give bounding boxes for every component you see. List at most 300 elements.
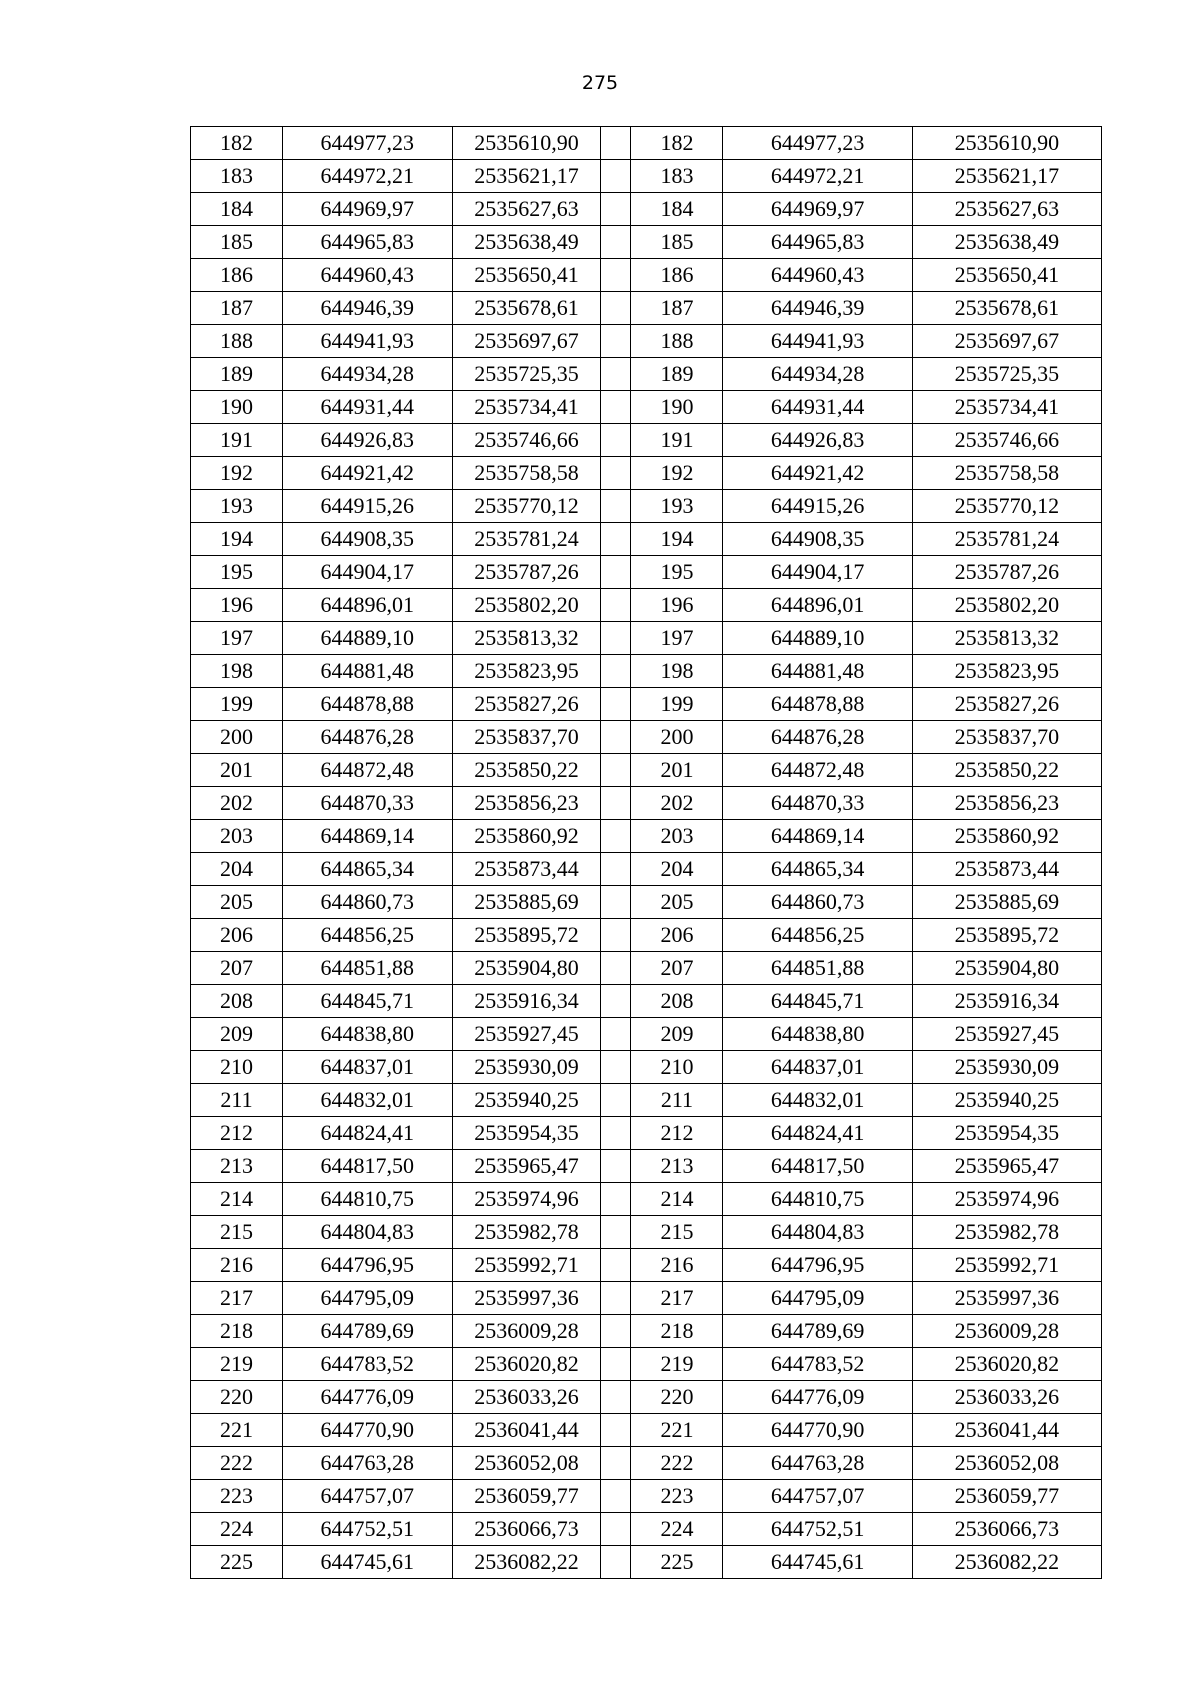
left-point-number-cell: 190 xyxy=(191,391,283,424)
right-x-coordinate-cell: 644817,50 xyxy=(723,1150,912,1183)
left-point-number-cell: 218 xyxy=(191,1315,283,1348)
table-row xyxy=(191,787,1102,820)
left-y-coordinate-cell: 2535758,58 xyxy=(452,457,601,490)
right-y-coordinate-cell: 2535697,67 xyxy=(912,325,1101,358)
table-row xyxy=(191,853,1102,886)
left-y-coordinate-cell: 2535837,70 xyxy=(452,721,601,754)
table-row xyxy=(191,985,1102,1018)
spacer-cell xyxy=(601,1249,631,1282)
left-point-number-cell: 203 xyxy=(191,820,283,853)
left-point-number-cell: 197 xyxy=(191,622,283,655)
left-x-coordinate-cell: 644941,93 xyxy=(283,325,453,358)
right-point-number-cell: 210 xyxy=(631,1051,723,1084)
left-y-coordinate-cell: 2535992,71 xyxy=(452,1249,601,1282)
left-point-number-cell: 217 xyxy=(191,1282,283,1315)
spacer-cell xyxy=(601,1414,631,1447)
left-point-number-cell: 223 xyxy=(191,1480,283,1513)
left-x-coordinate-cell: 644896,01 xyxy=(283,589,453,622)
spacer-cell xyxy=(601,292,631,325)
left-x-coordinate-cell: 644783,52 xyxy=(283,1348,453,1381)
right-point-number-cell: 187 xyxy=(631,292,723,325)
right-y-coordinate-cell: 2535725,35 xyxy=(912,358,1101,391)
right-point-number-cell: 214 xyxy=(631,1183,723,1216)
left-x-coordinate-cell: 644904,17 xyxy=(283,556,453,589)
spacer-cell xyxy=(601,259,631,292)
right-y-coordinate-cell: 2535621,17 xyxy=(912,160,1101,193)
left-point-number-cell: 221 xyxy=(191,1414,283,1447)
table-row xyxy=(191,1018,1102,1051)
spacer-cell xyxy=(601,1216,631,1249)
left-point-number-cell: 188 xyxy=(191,325,283,358)
left-x-coordinate-cell: 644757,07 xyxy=(283,1480,453,1513)
left-y-coordinate-cell: 2536033,26 xyxy=(452,1381,601,1414)
left-point-number-cell: 185 xyxy=(191,226,283,259)
left-x-coordinate-cell: 644763,28 xyxy=(283,1447,453,1480)
right-x-coordinate-cell: 644878,88 xyxy=(723,688,912,721)
left-x-coordinate-cell: 644876,28 xyxy=(283,721,453,754)
left-x-coordinate-cell: 644931,44 xyxy=(283,391,453,424)
right-y-coordinate-cell: 2535927,45 xyxy=(912,1018,1101,1051)
right-x-coordinate-cell: 644872,48 xyxy=(723,754,912,787)
spacer-cell xyxy=(601,787,631,820)
left-point-number-cell: 200 xyxy=(191,721,283,754)
table-row xyxy=(191,226,1102,259)
spacer-cell xyxy=(601,1546,631,1579)
spacer-cell xyxy=(601,1315,631,1348)
right-x-coordinate-cell: 644865,34 xyxy=(723,853,912,886)
spacer-cell xyxy=(601,1183,631,1216)
spacer-cell xyxy=(601,1513,631,1546)
left-point-number-cell: 184 xyxy=(191,193,283,226)
right-x-coordinate-cell: 644789,69 xyxy=(723,1315,912,1348)
right-x-coordinate-cell: 644870,33 xyxy=(723,787,912,820)
left-x-coordinate-cell: 644770,90 xyxy=(283,1414,453,1447)
right-x-coordinate-cell: 644770,90 xyxy=(723,1414,912,1447)
left-x-coordinate-cell: 644860,73 xyxy=(283,886,453,919)
left-y-coordinate-cell: 2536082,22 xyxy=(452,1546,601,1579)
table-row xyxy=(191,622,1102,655)
spacer-cell xyxy=(601,820,631,853)
left-y-coordinate-cell: 2535770,12 xyxy=(452,490,601,523)
right-point-number-cell: 188 xyxy=(631,325,723,358)
left-x-coordinate-cell: 644789,69 xyxy=(283,1315,453,1348)
spacer-cell xyxy=(601,193,631,226)
left-point-number-cell: 187 xyxy=(191,292,283,325)
left-point-number-cell: 189 xyxy=(191,358,283,391)
left-x-coordinate-cell: 644810,75 xyxy=(283,1183,453,1216)
left-y-coordinate-cell: 2535746,66 xyxy=(452,424,601,457)
right-y-coordinate-cell: 2535627,63 xyxy=(912,193,1101,226)
left-x-coordinate-cell: 644870,33 xyxy=(283,787,453,820)
right-x-coordinate-cell: 644977,23 xyxy=(723,127,912,160)
right-point-number-cell: 207 xyxy=(631,952,723,985)
right-y-coordinate-cell: 2535787,26 xyxy=(912,556,1101,589)
right-x-coordinate-cell: 644969,97 xyxy=(723,193,912,226)
table-row xyxy=(191,1117,1102,1150)
right-point-number-cell: 191 xyxy=(631,424,723,457)
table-row xyxy=(191,589,1102,622)
left-x-coordinate-cell: 644908,35 xyxy=(283,523,453,556)
left-x-coordinate-cell: 644776,09 xyxy=(283,1381,453,1414)
left-point-number-cell: 201 xyxy=(191,754,283,787)
right-x-coordinate-cell: 644757,07 xyxy=(723,1480,912,1513)
right-x-coordinate-cell: 644845,71 xyxy=(723,985,912,1018)
right-point-number-cell: 203 xyxy=(631,820,723,853)
table-row xyxy=(191,1315,1102,1348)
right-y-coordinate-cell: 2535678,61 xyxy=(912,292,1101,325)
right-y-coordinate-cell: 2535982,78 xyxy=(912,1216,1101,1249)
left-x-coordinate-cell: 644977,23 xyxy=(283,127,453,160)
left-point-number-cell: 214 xyxy=(191,1183,283,1216)
right-point-number-cell: 185 xyxy=(631,226,723,259)
right-point-number-cell: 195 xyxy=(631,556,723,589)
right-point-number-cell: 211 xyxy=(631,1084,723,1117)
spacer-cell xyxy=(601,886,631,919)
left-x-coordinate-cell: 644960,43 xyxy=(283,259,453,292)
left-point-number-cell: 212 xyxy=(191,1117,283,1150)
right-point-number-cell: 194 xyxy=(631,523,723,556)
table-row xyxy=(191,1546,1102,1579)
right-y-coordinate-cell: 2535827,26 xyxy=(912,688,1101,721)
right-point-number-cell: 200 xyxy=(631,721,723,754)
left-y-coordinate-cell: 2535697,67 xyxy=(452,325,601,358)
left-y-coordinate-cell: 2535904,80 xyxy=(452,952,601,985)
left-y-coordinate-cell: 2535802,20 xyxy=(452,589,601,622)
left-y-coordinate-cell: 2535873,44 xyxy=(452,853,601,886)
left-y-coordinate-cell: 2535997,36 xyxy=(452,1282,601,1315)
right-x-coordinate-cell: 644851,88 xyxy=(723,952,912,985)
right-y-coordinate-cell: 2535856,23 xyxy=(912,787,1101,820)
spacer-cell xyxy=(601,457,631,490)
right-x-coordinate-cell: 644860,73 xyxy=(723,886,912,919)
left-y-coordinate-cell: 2535885,69 xyxy=(452,886,601,919)
left-y-coordinate-cell: 2535895,72 xyxy=(452,919,601,952)
table-row xyxy=(191,1348,1102,1381)
table-row xyxy=(191,424,1102,457)
spacer-cell xyxy=(601,655,631,688)
table-row xyxy=(191,1480,1102,1513)
spacer-cell xyxy=(601,919,631,952)
right-y-coordinate-cell: 2535992,71 xyxy=(912,1249,1101,1282)
left-x-coordinate-cell: 644869,14 xyxy=(283,820,453,853)
right-point-number-cell: 182 xyxy=(631,127,723,160)
right-point-number-cell: 220 xyxy=(631,1381,723,1414)
right-point-number-cell: 201 xyxy=(631,754,723,787)
right-x-coordinate-cell: 644931,44 xyxy=(723,391,912,424)
right-y-coordinate-cell: 2535758,58 xyxy=(912,457,1101,490)
left-x-coordinate-cell: 644865,34 xyxy=(283,853,453,886)
table-row xyxy=(191,1513,1102,1546)
left-y-coordinate-cell: 2535916,34 xyxy=(452,985,601,1018)
spacer-cell xyxy=(601,325,631,358)
left-y-coordinate-cell: 2536009,28 xyxy=(452,1315,601,1348)
left-point-number-cell: 208 xyxy=(191,985,283,1018)
left-x-coordinate-cell: 644845,71 xyxy=(283,985,453,1018)
left-point-number-cell: 222 xyxy=(191,1447,283,1480)
right-point-number-cell: 219 xyxy=(631,1348,723,1381)
left-y-coordinate-cell: 2535954,35 xyxy=(452,1117,601,1150)
table-row xyxy=(191,1150,1102,1183)
left-x-coordinate-cell: 644837,01 xyxy=(283,1051,453,1084)
spacer-cell xyxy=(601,1480,631,1513)
right-x-coordinate-cell: 644856,25 xyxy=(723,919,912,952)
left-y-coordinate-cell: 2535627,63 xyxy=(452,193,601,226)
left-x-coordinate-cell: 644881,48 xyxy=(283,655,453,688)
left-y-coordinate-cell: 2535638,49 xyxy=(452,226,601,259)
left-y-coordinate-cell: 2536020,82 xyxy=(452,1348,601,1381)
left-y-coordinate-cell: 2535827,26 xyxy=(452,688,601,721)
spacer-cell xyxy=(601,1282,631,1315)
right-x-coordinate-cell: 644763,28 xyxy=(723,1447,912,1480)
right-y-coordinate-cell: 2536082,22 xyxy=(912,1546,1101,1579)
right-x-coordinate-cell: 644824,41 xyxy=(723,1117,912,1150)
left-y-coordinate-cell: 2535610,90 xyxy=(452,127,601,160)
right-x-coordinate-cell: 644934,28 xyxy=(723,358,912,391)
right-point-number-cell: 183 xyxy=(631,160,723,193)
left-y-coordinate-cell: 2535850,22 xyxy=(452,754,601,787)
spacer-cell xyxy=(601,127,631,160)
left-point-number-cell: 224 xyxy=(191,1513,283,1546)
right-y-coordinate-cell: 2536052,08 xyxy=(912,1447,1101,1480)
table-row xyxy=(191,1282,1102,1315)
table-row xyxy=(191,1084,1102,1117)
left-y-coordinate-cell: 2536066,73 xyxy=(452,1513,601,1546)
right-y-coordinate-cell: 2535813,32 xyxy=(912,622,1101,655)
right-x-coordinate-cell: 644908,35 xyxy=(723,523,912,556)
left-point-number-cell: 213 xyxy=(191,1150,283,1183)
spacer-cell xyxy=(601,721,631,754)
left-point-number-cell: 182 xyxy=(191,127,283,160)
right-y-coordinate-cell: 2535954,35 xyxy=(912,1117,1101,1150)
left-x-coordinate-cell: 644969,97 xyxy=(283,193,453,226)
table-row xyxy=(191,127,1102,160)
right-x-coordinate-cell: 644776,09 xyxy=(723,1381,912,1414)
right-point-number-cell: 209 xyxy=(631,1018,723,1051)
left-x-coordinate-cell: 644915,26 xyxy=(283,490,453,523)
spacer-cell xyxy=(601,754,631,787)
left-x-coordinate-cell: 644934,28 xyxy=(283,358,453,391)
left-point-number-cell: 202 xyxy=(191,787,283,820)
left-x-coordinate-cell: 644752,51 xyxy=(283,1513,453,1546)
right-point-number-cell: 212 xyxy=(631,1117,723,1150)
right-point-number-cell: 225 xyxy=(631,1546,723,1579)
left-point-number-cell: 219 xyxy=(191,1348,283,1381)
left-point-number-cell: 194 xyxy=(191,523,283,556)
table-row xyxy=(191,1216,1102,1249)
left-y-coordinate-cell: 2535940,25 xyxy=(452,1084,601,1117)
left-y-coordinate-cell: 2535860,92 xyxy=(452,820,601,853)
right-point-number-cell: 196 xyxy=(631,589,723,622)
left-y-coordinate-cell: 2535930,09 xyxy=(452,1051,601,1084)
left-x-coordinate-cell: 644817,50 xyxy=(283,1150,453,1183)
right-x-coordinate-cell: 644783,52 xyxy=(723,1348,912,1381)
right-y-coordinate-cell: 2535930,09 xyxy=(912,1051,1101,1084)
right-y-coordinate-cell: 2535610,90 xyxy=(912,127,1101,160)
right-x-coordinate-cell: 644881,48 xyxy=(723,655,912,688)
right-point-number-cell: 213 xyxy=(631,1150,723,1183)
right-y-coordinate-cell: 2535823,95 xyxy=(912,655,1101,688)
right-x-coordinate-cell: 644876,28 xyxy=(723,721,912,754)
left-y-coordinate-cell: 2535650,41 xyxy=(452,259,601,292)
right-y-coordinate-cell: 2536033,26 xyxy=(912,1381,1101,1414)
right-point-number-cell: 224 xyxy=(631,1513,723,1546)
right-y-coordinate-cell: 2535850,22 xyxy=(912,754,1101,787)
left-x-coordinate-cell: 644832,01 xyxy=(283,1084,453,1117)
spacer-cell xyxy=(601,160,631,193)
table-row xyxy=(191,259,1102,292)
right-x-coordinate-cell: 644960,43 xyxy=(723,259,912,292)
right-x-coordinate-cell: 644965,83 xyxy=(723,226,912,259)
right-x-coordinate-cell: 644832,01 xyxy=(723,1084,912,1117)
left-point-number-cell: 204 xyxy=(191,853,283,886)
right-x-coordinate-cell: 644926,83 xyxy=(723,424,912,457)
right-x-coordinate-cell: 644946,39 xyxy=(723,292,912,325)
spacer-cell xyxy=(601,358,631,391)
right-point-number-cell: 199 xyxy=(631,688,723,721)
right-point-number-cell: 197 xyxy=(631,622,723,655)
right-x-coordinate-cell: 644904,17 xyxy=(723,556,912,589)
left-x-coordinate-cell: 644824,41 xyxy=(283,1117,453,1150)
left-point-number-cell: 199 xyxy=(191,688,283,721)
right-y-coordinate-cell: 2535781,24 xyxy=(912,523,1101,556)
spacer-cell xyxy=(601,490,631,523)
right-point-number-cell: 193 xyxy=(631,490,723,523)
right-point-number-cell: 192 xyxy=(631,457,723,490)
left-y-coordinate-cell: 2535781,24 xyxy=(452,523,601,556)
right-x-coordinate-cell: 644972,21 xyxy=(723,160,912,193)
right-x-coordinate-cell: 644810,75 xyxy=(723,1183,912,1216)
left-x-coordinate-cell: 644796,95 xyxy=(283,1249,453,1282)
right-point-number-cell: 208 xyxy=(631,985,723,1018)
spacer-cell xyxy=(601,556,631,589)
table-row xyxy=(191,886,1102,919)
left-x-coordinate-cell: 644851,88 xyxy=(283,952,453,985)
right-x-coordinate-cell: 644896,01 xyxy=(723,589,912,622)
spacer-cell xyxy=(601,1084,631,1117)
table-row xyxy=(191,1051,1102,1084)
right-point-number-cell: 205 xyxy=(631,886,723,919)
right-point-number-cell: 215 xyxy=(631,1216,723,1249)
table-row xyxy=(191,688,1102,721)
spacer-cell xyxy=(601,226,631,259)
left-point-number-cell: 225 xyxy=(191,1546,283,1579)
table-row xyxy=(191,820,1102,853)
right-x-coordinate-cell: 644837,01 xyxy=(723,1051,912,1084)
left-x-coordinate-cell: 644965,83 xyxy=(283,226,453,259)
spacer-cell xyxy=(601,589,631,622)
right-x-coordinate-cell: 644869,14 xyxy=(723,820,912,853)
right-point-number-cell: 223 xyxy=(631,1480,723,1513)
right-point-number-cell: 221 xyxy=(631,1414,723,1447)
left-point-number-cell: 191 xyxy=(191,424,283,457)
right-y-coordinate-cell: 2535965,47 xyxy=(912,1150,1101,1183)
right-point-number-cell: 206 xyxy=(631,919,723,952)
right-point-number-cell: 190 xyxy=(631,391,723,424)
spacer-cell xyxy=(601,424,631,457)
table-row xyxy=(191,160,1102,193)
left-x-coordinate-cell: 644795,09 xyxy=(283,1282,453,1315)
right-x-coordinate-cell: 644941,93 xyxy=(723,325,912,358)
left-point-number-cell: 196 xyxy=(191,589,283,622)
left-point-number-cell: 206 xyxy=(191,919,283,952)
right-x-coordinate-cell: 644838,80 xyxy=(723,1018,912,1051)
spacer-cell xyxy=(601,523,631,556)
right-y-coordinate-cell: 2535837,70 xyxy=(912,721,1101,754)
left-y-coordinate-cell: 2535621,17 xyxy=(452,160,601,193)
table-row xyxy=(191,919,1102,952)
spacer-cell xyxy=(601,1381,631,1414)
right-x-coordinate-cell: 644752,51 xyxy=(723,1513,912,1546)
table-row xyxy=(191,193,1102,226)
table-row xyxy=(191,1183,1102,1216)
right-point-number-cell: 216 xyxy=(631,1249,723,1282)
spacer-cell xyxy=(601,1447,631,1480)
right-y-coordinate-cell: 2535638,49 xyxy=(912,226,1101,259)
left-x-coordinate-cell: 644946,39 xyxy=(283,292,453,325)
left-x-coordinate-cell: 644972,21 xyxy=(283,160,453,193)
right-point-number-cell: 217 xyxy=(631,1282,723,1315)
right-y-coordinate-cell: 2535746,66 xyxy=(912,424,1101,457)
right-y-coordinate-cell: 2535904,80 xyxy=(912,952,1101,985)
right-point-number-cell: 202 xyxy=(631,787,723,820)
left-x-coordinate-cell: 644921,42 xyxy=(283,457,453,490)
left-y-coordinate-cell: 2535813,32 xyxy=(452,622,601,655)
right-y-coordinate-cell: 2535802,20 xyxy=(912,589,1101,622)
left-y-coordinate-cell: 2535927,45 xyxy=(452,1018,601,1051)
left-y-coordinate-cell: 2535856,23 xyxy=(452,787,601,820)
left-y-coordinate-cell: 2535965,47 xyxy=(452,1150,601,1183)
right-y-coordinate-cell: 2535974,96 xyxy=(912,1183,1101,1216)
table-row xyxy=(191,1381,1102,1414)
page-number: 275 xyxy=(581,72,619,94)
left-x-coordinate-cell: 644856,25 xyxy=(283,919,453,952)
table-row xyxy=(191,523,1102,556)
right-point-number-cell: 186 xyxy=(631,259,723,292)
left-y-coordinate-cell: 2535982,78 xyxy=(452,1216,601,1249)
left-y-coordinate-cell: 2536052,08 xyxy=(452,1447,601,1480)
right-x-coordinate-cell: 644804,83 xyxy=(723,1216,912,1249)
table-row xyxy=(191,754,1102,787)
left-x-coordinate-cell: 644889,10 xyxy=(283,622,453,655)
right-y-coordinate-cell: 2535916,34 xyxy=(912,985,1101,1018)
table-row xyxy=(191,358,1102,391)
left-x-coordinate-cell: 644878,88 xyxy=(283,688,453,721)
left-point-number-cell: 193 xyxy=(191,490,283,523)
left-y-coordinate-cell: 2536041,44 xyxy=(452,1414,601,1447)
table-row xyxy=(191,490,1102,523)
spacer-cell xyxy=(601,1051,631,1084)
right-point-number-cell: 184 xyxy=(631,193,723,226)
table-row xyxy=(191,391,1102,424)
left-x-coordinate-cell: 644926,83 xyxy=(283,424,453,457)
left-point-number-cell: 220 xyxy=(191,1381,283,1414)
left-point-number-cell: 192 xyxy=(191,457,283,490)
right-point-number-cell: 204 xyxy=(631,853,723,886)
left-y-coordinate-cell: 2535678,61 xyxy=(452,292,601,325)
table-row xyxy=(191,457,1102,490)
left-point-number-cell: 216 xyxy=(191,1249,283,1282)
right-y-coordinate-cell: 2536059,77 xyxy=(912,1480,1101,1513)
right-x-coordinate-cell: 644745,61 xyxy=(723,1546,912,1579)
right-point-number-cell: 218 xyxy=(631,1315,723,1348)
coordinates-table xyxy=(190,126,1102,1579)
spacer-cell xyxy=(601,622,631,655)
right-x-coordinate-cell: 644921,42 xyxy=(723,457,912,490)
left-x-coordinate-cell: 644872,48 xyxy=(283,754,453,787)
left-point-number-cell: 209 xyxy=(191,1018,283,1051)
table-row xyxy=(191,292,1102,325)
spacer-cell xyxy=(601,952,631,985)
